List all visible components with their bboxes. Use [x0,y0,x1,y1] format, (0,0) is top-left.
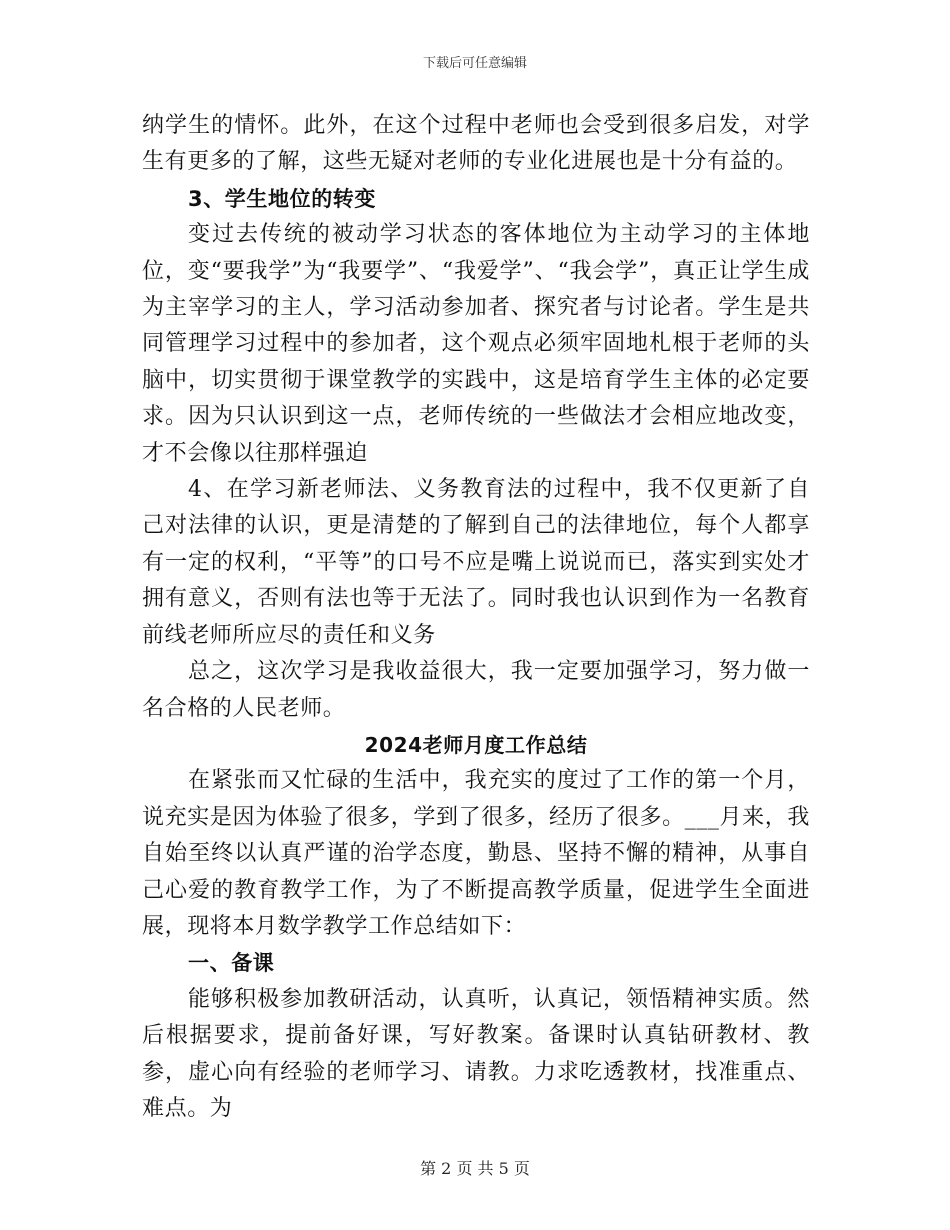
paragraph-conclusion: 总之，这次学习是我收益很大，我一定要加强学习，努力做一名合格的人民老师。 [142,659,810,721]
document-title: 2024老师月度工作总结 [364,732,588,757]
section-heading-student-role: 3、学生地位的转变 [188,186,377,211]
document-body [142,108,810,1127]
paragraph-lesson-prep: 能够积极参加教研活动，认真听，认真记，领悟精神实质。然后根据要求，提前备好课，写好教案。备课时认真钻研教材、教参，虚心向有经验的老师学习、请教。力求吃透教材，找准重点、难点。为 [142,986,810,1121]
paragraph-intro: 在紧张而又忙碌的生活中，我充实的度过了工作的第一个月，说充实是因为体验了很多，学到了很多，经历了很多。___月来，我自始至终以认真严谨的治学态度，勤恳、坚持不懈的精神，从事自己心爱的教育教学工作，为了不断提高教学质量，促进学生全面进展，现将本月数学教学工作总结如下： [142,768,810,939]
page-footer: 第 2 页 共 5 页 [420,1159,530,1178]
section-heading-lesson-prep: 一、备课 [188,951,275,976]
page-header: 下载后可任意编辑 [422,56,527,71]
paragraph-student-role: 变过去传统的被动学习状态的客体地位为主动学习的主体地位，变“要我学”为“我要学”、“我爱学”、“我会学”，真正让学生成为主宰学习的主人，学习活动参加者、探究者与讨论者。学生是共同管理学习过程中的参加者，这个观点必须牢固地札根于老师的头脑中，切实贯彻于课堂教学的实践中，这是培育学生主体的必定要求。因为只认识到这一点，老师传统的一些做法才会相应地改变，才不会像以往那样强迫 [142,222,810,466]
paragraph-law-study: 4、在学习新老师法、义务教育法的过程中，我不仅更新了自己对法律的认识，更是清楚的了解到自己的法律地位，每个人都享有一定的权利，“平等”的口号不应是嘴上说说而已，落实到实处才拥有意义，否则有法也等于无法了。同时我也认识到作为一名教育前线老师所应尽的责任和义务 [142,477,810,648]
paragraph-continuation: 纳学生的情怀。此外，在这个过程中老师也会受到很多启发，对学生有更多的了解，这些无疑对老师的专业化进展也是十分有益的。 [142,113,810,175]
